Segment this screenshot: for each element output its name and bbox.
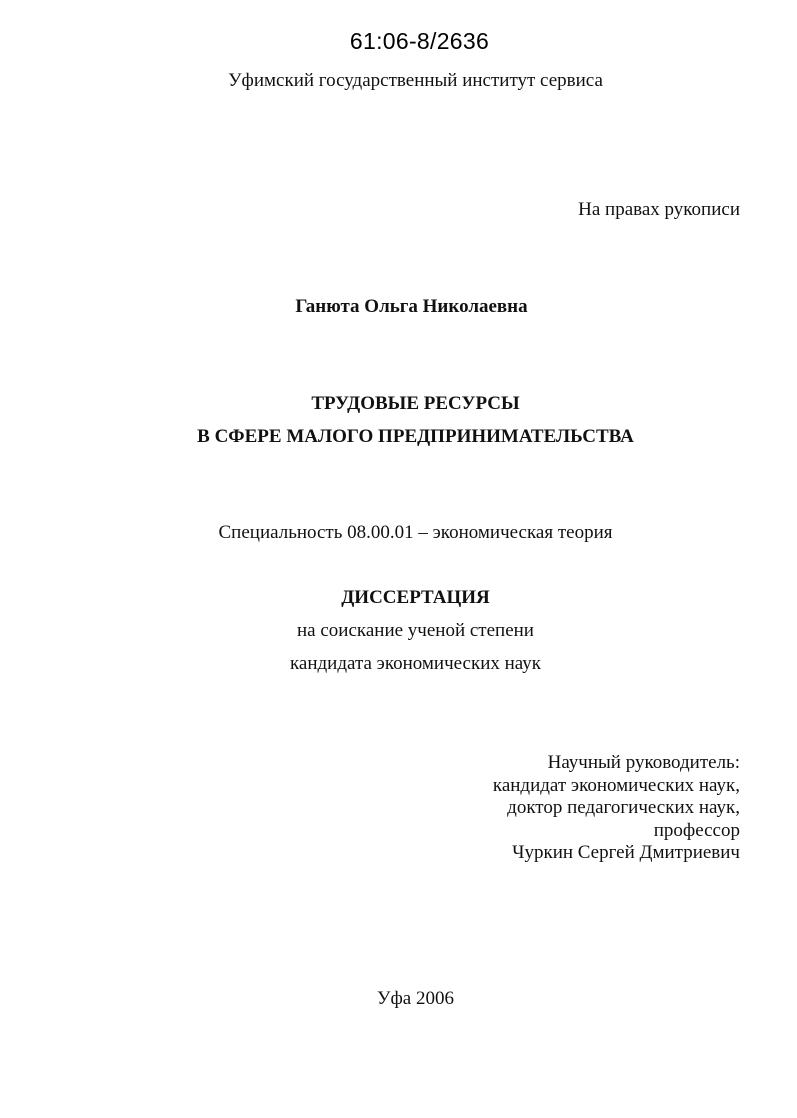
supervisor-degree-1: кандидат экономических наук,: [492, 774, 740, 796]
supervisor-block: [493, 752, 740, 865]
institution-name: Уфимский государственный институт сервиса: [228, 70, 603, 91]
author-name: Ганюта Ольга Николаевна: [295, 296, 528, 317]
supervisor-title: профессор: [653, 819, 740, 841]
specialty: Специальность 08.00.01 – экономическая теория: [218, 522, 613, 543]
supervisor-degree-2: доктор педагогических наук,: [507, 797, 740, 819]
document-type: ДИССЕРТАЦИЯ: [341, 587, 490, 608]
title-line-2: В СФЕРЕ МАЛОГО ПРЕДПРИНИМАТЕЛЬСТВА: [197, 426, 634, 447]
registry-number: 61:06-8/2636: [349, 28, 490, 54]
title-line-1: ТРУДОВЫЕ РЕСУРСЫ: [311, 393, 520, 414]
supervisor-label: Научный руководитель:: [547, 752, 740, 773]
manuscript-note: На правах рукописи: [578, 199, 740, 220]
degree-line-1: на соискание ученой степени: [297, 620, 534, 641]
place-year: Уфа 2006: [377, 988, 454, 1009]
degree-line-2: кандидата экономических наук: [289, 653, 542, 674]
supervisor-name: Чуркин Сергей Дмитриевич: [512, 842, 740, 864]
